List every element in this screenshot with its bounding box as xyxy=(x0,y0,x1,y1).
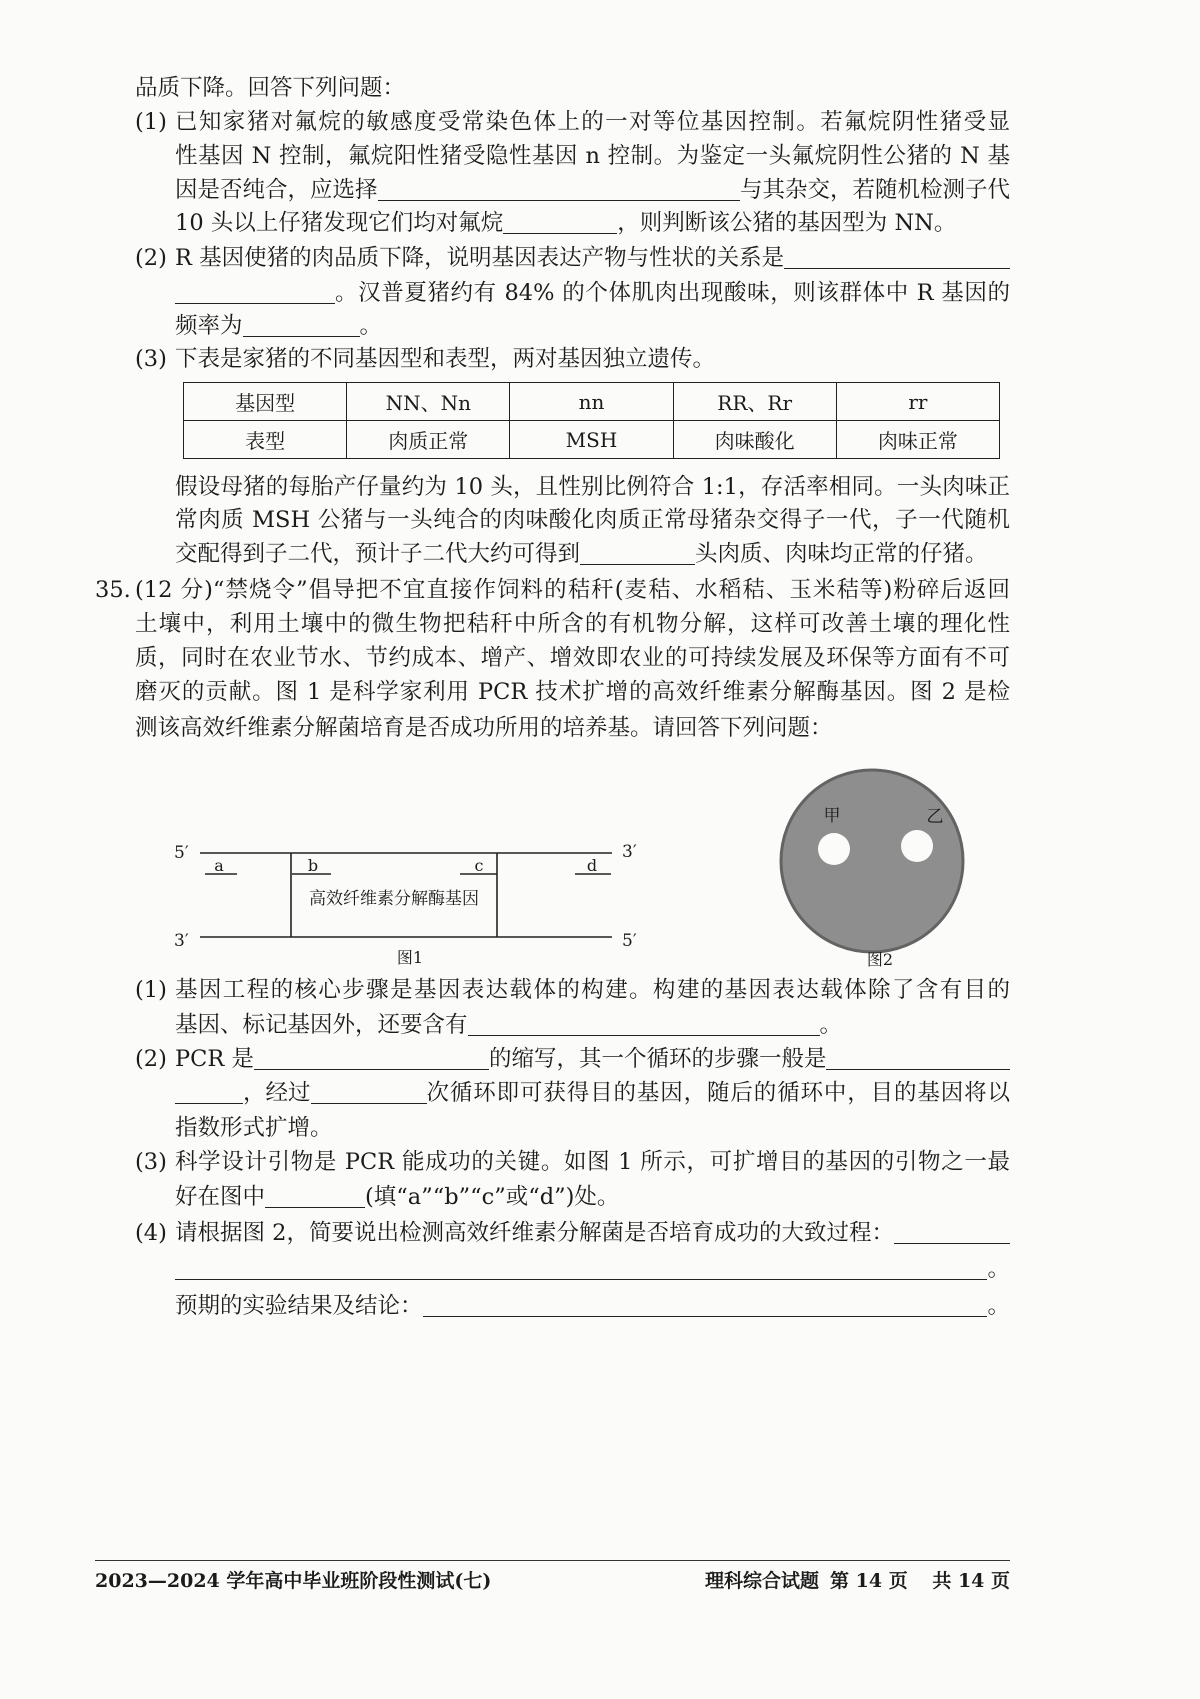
q35-sub3-line2 xyxy=(175,1179,1010,1213)
table-cell: 肉味酸化 xyxy=(673,421,836,459)
answer-blank xyxy=(468,1011,820,1036)
q35-number: 35. xyxy=(95,577,131,603)
q34-sub3-text: 常肉质 MSH 公猪与一头纯合的肉味酸化肉质正常母猪杂交得子一代，子一代随机 xyxy=(175,507,1010,533)
q35-sub2-text: 次循环即可获得目的基因，随后的循环中，目的基因将以 xyxy=(426,1080,1010,1106)
strand-end-label: 5′ xyxy=(174,843,189,863)
q34-sub2-number: (2) xyxy=(135,245,167,271)
q34-sub2-line1 xyxy=(135,240,1010,274)
figure1-caption: 图1 xyxy=(396,948,424,967)
q35-sub3-text: (填“a”“b”“c”或“d”)处。 xyxy=(365,1184,620,1210)
answer-blank xyxy=(826,1045,1010,1070)
table-cell: nn xyxy=(510,383,673,421)
footer-rule xyxy=(95,1560,1010,1561)
figure1-dna-diagram xyxy=(174,842,637,967)
q34-sub1-text: ，则判断该公猪的基因型为 NN。 xyxy=(617,210,957,236)
q35-sub3-number: (3) xyxy=(135,1149,167,1175)
answer-blank xyxy=(175,279,335,304)
answer-blank xyxy=(311,1079,427,1104)
primer-label-d: d xyxy=(586,856,598,875)
culture-medium-plate xyxy=(781,770,963,952)
strand-end-label: 3′ xyxy=(622,842,637,862)
q34-sub1-line2 xyxy=(175,139,1010,173)
q34-sub1-text: 10 头以上仔猪发现它们均对氟烷 xyxy=(175,210,504,236)
q35-sub1-text: 基因工程的核心步骤是基因表达载体的构建。构建的基因表达载体除了含有目的 xyxy=(175,977,1010,1003)
q35-sub2-text: ，经过 xyxy=(243,1080,311,1106)
q35-sub2-number: (2) xyxy=(135,1046,167,1072)
q35-sub4-text: 预期的实验结果及结论： xyxy=(175,1293,423,1319)
figure2-caption: 图2 xyxy=(866,950,894,969)
footer-page-info xyxy=(830,1566,1010,1596)
q34-sub1-line1 xyxy=(135,105,1010,139)
q35-stem-text: (12 分)“禁烧令”倡导把不宜直接作饲料的秸秆(麦秸、水稻秸、玉米秸等)粉碎后返回 xyxy=(135,577,1010,603)
q34-sub3-line4 xyxy=(175,536,1010,570)
q35-sub3-text: 科学设计引物是 PCR 能成功的关键。如图 1 所示，可扩增目的基因的引物之一最 xyxy=(175,1149,1010,1175)
q35-sub1-line2 xyxy=(175,1007,1010,1041)
primer-label-c: c xyxy=(474,856,484,875)
footer-exam-title: 2023—2024 学年高中毕业班阶段性测试(七) xyxy=(95,1570,492,1592)
table-cell: 肉味正常 xyxy=(836,421,999,459)
strand-end-label: 3′ xyxy=(174,931,189,951)
q34-sub3-text: 假设母猪的每胎产仔量约为 10 头，且性别比例符合 1:1，存活率相同。一头肉味正 xyxy=(175,474,1010,500)
q34-sub1-line4 xyxy=(175,205,1010,239)
q35-stem-text: 测该高效纤维素分解菌培育是否成功所用的培养基。请回答下列问题： xyxy=(135,715,833,741)
table-cell: 肉质正常 xyxy=(347,421,510,459)
q35-stem-text: 土壤中，利用土壤中的微生物把秸秆中所含的有机物分解，这样可改善土壤的理化性 xyxy=(135,611,1010,637)
answer-blank xyxy=(265,1183,365,1208)
table-row xyxy=(184,383,1000,421)
well-label-yi: 乙 xyxy=(926,807,944,827)
strand-end-label: 5′ xyxy=(622,931,637,951)
q35-sub2-text: 的缩写，其一个循环的步骤一般是 xyxy=(488,1046,827,1072)
q34-sub3-line2 xyxy=(175,470,1010,504)
q34-sub1-text: 已知家猪对氟烷的敏感度受常染色体上的一对等位基因控制。若氟烷阴性猪受显 xyxy=(175,109,1010,135)
q34-sub1-text: 性基因 N 控制，氟烷阳性猪受隐性基因 n 控制。为鉴定一头氟烷阴性公猪的 N 基 xyxy=(175,143,1010,169)
q34-sub3-text: 交配得到子二代，预计子二代大约可得到 xyxy=(175,541,581,567)
q35-sub4-number: (4) xyxy=(135,1220,167,1246)
answer-blank xyxy=(378,176,740,201)
q35-line3 xyxy=(135,641,1010,675)
q35-stem-text: 磨灭的贡献。图 1 是科学家利用 PCR 技术扩增的高效纤维素分解酶基因。图 2 是检 xyxy=(135,679,1010,705)
q35-sub1-text: 。 xyxy=(819,1012,843,1038)
q35-sub2-line1 xyxy=(135,1041,1010,1075)
footer-subject: 理科综合试题 xyxy=(705,1570,820,1592)
q34-sub2-text: 。汉普夏猪约有 84% 的个体肌肉出现酸味，则该群体中 R 基因的 xyxy=(335,280,1010,306)
primer-label-b: b xyxy=(307,856,319,875)
q34-intro-line xyxy=(135,71,1010,105)
answer-blank xyxy=(580,540,695,565)
well-jia xyxy=(818,833,850,865)
q35-line1 xyxy=(95,573,1010,607)
q34-sub3-line1 xyxy=(135,342,1010,376)
q34-sub2-line3 xyxy=(175,308,1010,342)
q34-sub1-line3 xyxy=(175,172,1010,206)
table-cell: NN、Nn xyxy=(347,383,510,421)
q35-line2 xyxy=(135,607,1010,641)
q35-sub2-line2 xyxy=(175,1075,1010,1109)
answer-blank xyxy=(175,1255,987,1280)
genotype-phenotype-table xyxy=(183,382,1000,459)
q35-sub2-text: PCR 是 xyxy=(175,1046,254,1072)
q35-figures xyxy=(160,760,1020,980)
q35-sub1-text: 基因、标记基因外，还要含有 xyxy=(175,1012,468,1038)
answer-blank xyxy=(503,209,617,234)
q35-sub3-line1 xyxy=(135,1145,1010,1179)
q35-sub4-text: 。 xyxy=(987,1256,1010,1282)
table-cell: 基因型 xyxy=(184,383,347,421)
answer-blank xyxy=(254,1045,489,1070)
table-cell: MSH xyxy=(510,421,673,459)
footer-page-total: 共 14 页 xyxy=(932,1570,1010,1592)
q34-sub1-text: 因是否纯合，应选择 xyxy=(175,177,378,203)
q35-sub2-line3 xyxy=(175,1111,1010,1145)
q34-sub1-text: 与其杂交，若随机检测子代 xyxy=(739,177,1010,203)
well-label-jia: 甲 xyxy=(823,806,841,826)
q35-line5 xyxy=(135,711,1010,745)
q34-sub3-line3 xyxy=(175,503,1010,537)
answer-blank xyxy=(243,312,360,337)
q35-line4 xyxy=(135,675,1010,709)
q34-intro-text: 品质下降。回答下列问题： xyxy=(135,75,406,101)
q35-sub4-line1 xyxy=(135,1215,1010,1249)
q34-sub3-text: 下表是家猪的不同基因型和表型，两对基因独立遗传。 xyxy=(175,346,716,372)
q35-sub3-text: 好在图中 xyxy=(175,1184,266,1210)
q34-sub3-number: (3) xyxy=(135,346,167,372)
table-cell: rr xyxy=(836,383,999,421)
gene-label: 高效纤维素分解酶基因 xyxy=(309,889,479,909)
q35-sub4-line3 xyxy=(175,1288,1010,1322)
footer-page-number: 第 14 页 xyxy=(830,1570,908,1592)
q35-sub2-text: 指数形式扩增。 xyxy=(175,1115,333,1141)
answer-blank xyxy=(894,1219,1010,1244)
q35-sub4-text: 。 xyxy=(987,1293,1010,1319)
primer-label-a: a xyxy=(214,856,224,875)
answer-blank xyxy=(175,1079,243,1104)
q34-sub2-text: 频率为 xyxy=(175,313,243,339)
q34-sub2-text: R 基因使猪的肉品质下降，说明基因表达产物与性状的关系是 xyxy=(175,245,785,271)
figure2-culture-plate xyxy=(781,770,963,969)
q34-sub3-text: 头肉质、肉味均正常的仔猪。 xyxy=(695,541,988,567)
table-cell: 表型 xyxy=(184,421,347,459)
table-cell: RR、Rr xyxy=(673,383,836,421)
q35-sub4-text: 请根据图 2，简要说出检测高效纤维素分解菌是否培育成功的大致过程： xyxy=(175,1220,894,1246)
q35-stem-text: 质，同时在农业节水、节约成本、增产、增效即农业的可持续发展及环保等方面有不可 xyxy=(135,645,1010,671)
well-yi xyxy=(901,830,933,862)
answer-blank xyxy=(784,244,1010,269)
q35-sub1-line1 xyxy=(135,973,1010,1007)
q34-sub2-line2 xyxy=(175,275,1010,309)
q34-sub1-number: (1) xyxy=(135,109,167,135)
answer-blank xyxy=(423,1292,988,1317)
q34-sub2-text: 。 xyxy=(359,313,383,339)
table-row xyxy=(184,421,1000,459)
q35-sub1-number: (1) xyxy=(135,977,167,1003)
q35-sub4-line2 xyxy=(175,1251,1010,1285)
